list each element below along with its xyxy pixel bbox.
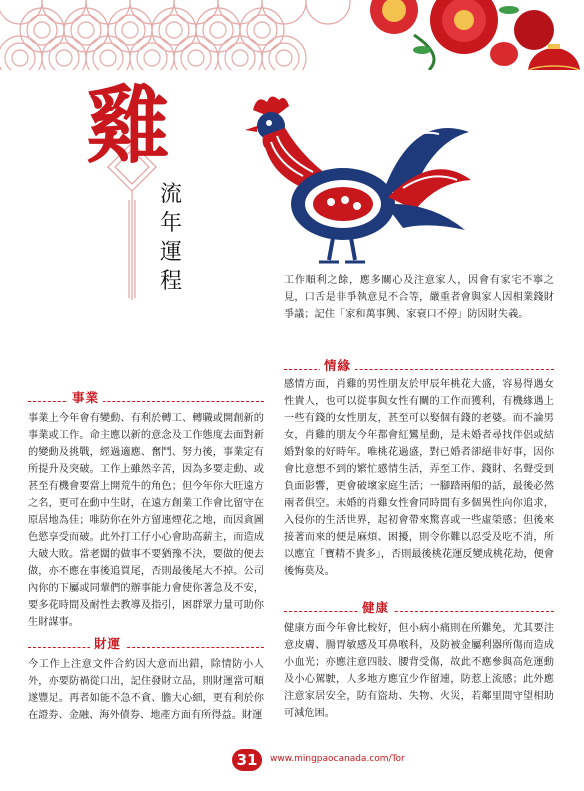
heading-label: 事業 bbox=[68, 388, 103, 406]
section-body-career: 事業上今年會有變動、有利於轉工、轉職或開創新的事業或工作。命主應以新的意念及工作態度去面對新的變動及挑戰，經過適應、奮鬥、努力後，事業定有所提升及突破。工作上雖然辛苦，因為多要走動、或甚至有機會要當上開荒牛的角色；但今年你大旺遠方之名，更可在動中生財，在遠方創業工作會比留守在原居地為佳；唯防你在外方留連煙花之地，而因貪圖色慾享受而破。此外打工仔小心會助高薪主，而造成大破大敗。當老闆的做事不要猶豫不決，要做的便去做，亦不應在事後追買尾，否則最後尾大不掉。公司內你的下屬或同輩們的辦事能力會使你著急及不安，要多花時間及耐性去教導及指引，困群眾力量可助你生財謀事。 bbox=[28, 413, 264, 628]
heading-label: 情緣 bbox=[320, 356, 355, 374]
flower-lantern-decoration-icon bbox=[304, 0, 584, 70]
heading-label: 健康 bbox=[358, 598, 393, 616]
section-heading-health bbox=[284, 598, 554, 618]
section-heading-wealth bbox=[28, 634, 264, 654]
heading-divider bbox=[284, 611, 554, 612]
page-footer bbox=[0, 745, 584, 775]
subtitle-char: 年 bbox=[160, 211, 183, 236]
section-heading-romance bbox=[284, 356, 554, 376]
page-subtitle bbox=[160, 180, 194, 296]
section-body-romance: 感情方面，肖雞的男性朋友於甲辰年桃花大盛，容易得遇女性貴人，也可以從事與女性有關的工作而獲利，有機緣遇上一些有錢的女性朋友，甚至可以娶個有錢的老婆。而不論男女，肖雞的朋友今年都會紅鸞星動，是未婚者尋找伴侶或結婚對象的好時年。唯桃花過盛，對已婚者卻絕非好事，因你會比意想不到的繁忙感情生活，弄至工作、錢財、名聲受到負面影響，更會破壞家庭生活；一腳踏兩船的話，最後必然兩者俱空。未婚的肖雞女性會同時間有多個異性向你追求，入侵你的生活世界，起初會帶來驚喜或一些虛榮感；但後來接著而來的便是麻煩、困擾，則令你難以忍受及吃不消，所以應宜「寶精不貴多」，否則最後桃花運反變成桃花劫，便會後悔莫及。 bbox=[284, 379, 554, 577]
intro-paragraph: 工作順利之餘，應多關心及注意家人，因會有家宅不寧之見，口舌是非爭執意見不合等，嚴重者會與家人因相業錢財爭議；記住「家和萬事興、家衰口不停」防因財失義。 bbox=[284, 275, 554, 320]
page-number: 31 bbox=[232, 749, 262, 771]
rooster-illustration-icon bbox=[233, 92, 473, 267]
page-title-character: 雞 bbox=[86, 76, 171, 175]
subtitle-char: 運 bbox=[160, 240, 183, 265]
heading-label: 財運 bbox=[90, 634, 125, 652]
section-body-wealth: 今工作上注意文件合約因大意而出錯，除情防小人外，亦要防禍從口出，記住發財立品，則財運當可順遂豐足。再者如能不急不貪、膽大心細，更有利於你在證券、金融、海外債券、地產方面有所得益。財運 bbox=[28, 659, 264, 721]
decorative-header bbox=[0, 0, 584, 70]
footer-url-link[interactable]: www.mingpaocanada.com/Tor bbox=[270, 754, 405, 764]
section-body-health: 健康方面今年會比較好，但小病小痛則在所難免，尤其要注意皮膚、腸胃敏感及耳鼻喉科，及防被金屬利器所傷而造成小血光；亦應注意四肢、腰背受傷，故此不應參與高危運動及小心駕駛，人多地方應宜少作留連，防惹上流感；此外應注意家居安全，防有盜劫、失物、火災，若鄰里間守望相助可減危困。 bbox=[284, 623, 554, 719]
subtitle-char: 流 bbox=[160, 182, 183, 207]
heading-divider bbox=[28, 401, 264, 402]
section-heading-career bbox=[28, 388, 264, 408]
heading-divider bbox=[28, 647, 264, 648]
subtitle-char: 程 bbox=[160, 269, 183, 294]
